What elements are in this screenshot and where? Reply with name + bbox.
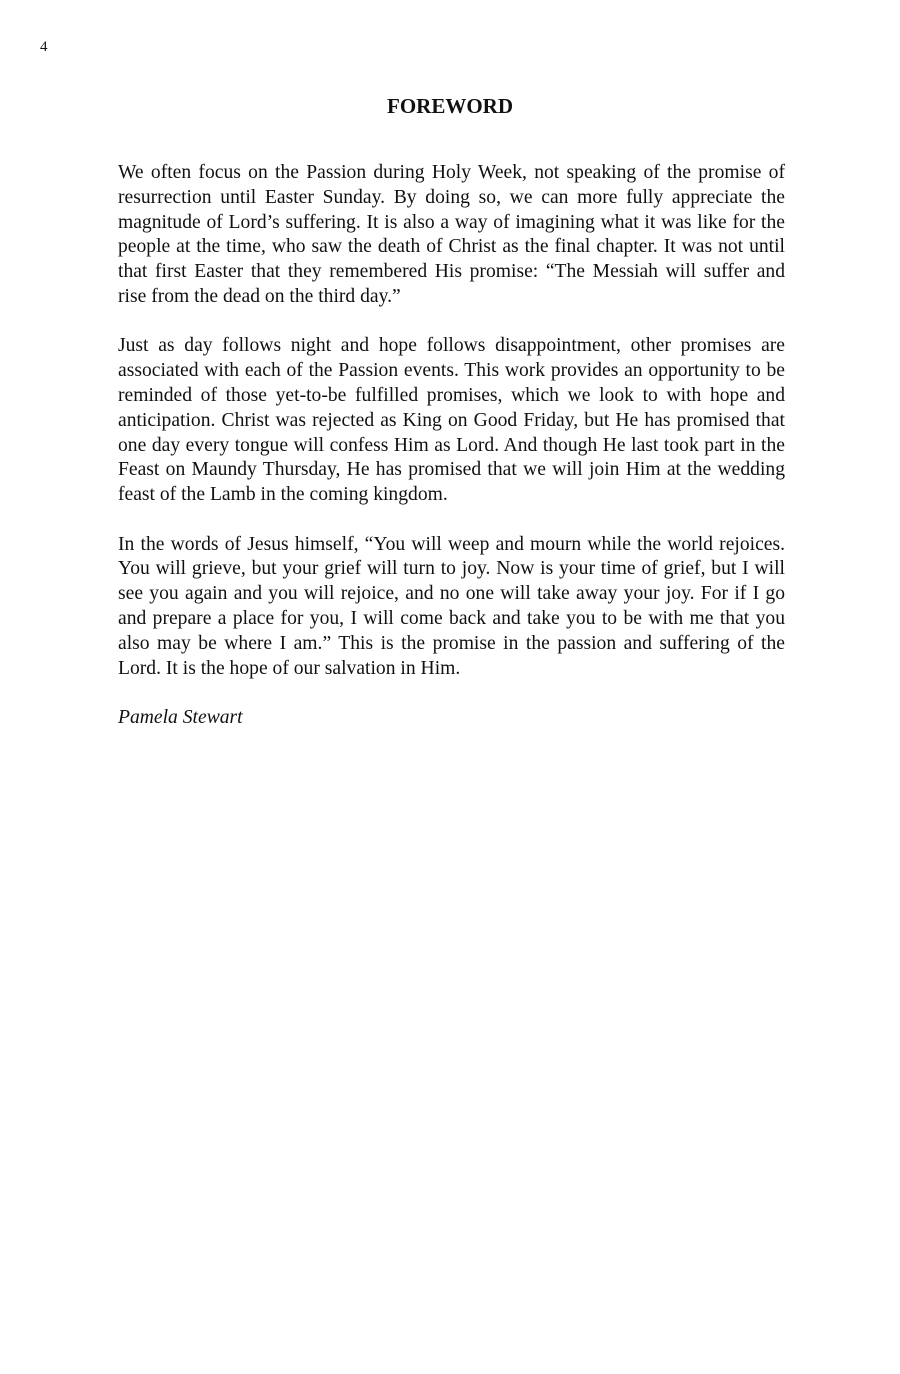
page-number: 4: [40, 39, 48, 55]
page-title: FOREWORD: [387, 94, 513, 118]
paragraph-1: We often focus on the Passion during Holy Week, not speaking of the promise of resurrection until Easter Sunday. By doing so, we can more fully appreciate the magnitude of Lord’s suffering. It is also a way of imagining what it was like for the people at the time, who saw the death of Christ as the final chapter. It was not until that first Easter that they remembered His promise: “The Messiah will suffer and rise from the dead on the third day.”: [118, 162, 785, 307]
foreword-body: [118, 161, 785, 731]
paragraph-3: In the words of Jesus himself, “You will weep and mourn while the world rejoices. You will grieve, but your grief will turn to joy. Now is your time of grief, but I will see you again and you will rejoice, and no one will take away your joy. For if I go and prepare a place for you, I will come back and take you to be with me that you also may be where I am.” This is the promise in the passion and suffering of the Lord. It is the hope of our salvation in Him.: [118, 533, 785, 679]
paragraph-2: Just as day follows night and hope follows disappointment, other promises are associated with each of the Passion events. This work provides an opportunity to be reminded of those yet-to-be fulfilled promises, which we look to with hope and anticipation. Christ was rejected as King on Good Friday, but He has promised that one day every tongue will confess Him as Lord. And though He last took part in the Feast on Maundy Thursday, He has promised that we will join Him at the wedding feast of the Lamb in the coming kingdom.: [118, 335, 785, 506]
author-signature: Pamela Stewart: [118, 706, 243, 728]
